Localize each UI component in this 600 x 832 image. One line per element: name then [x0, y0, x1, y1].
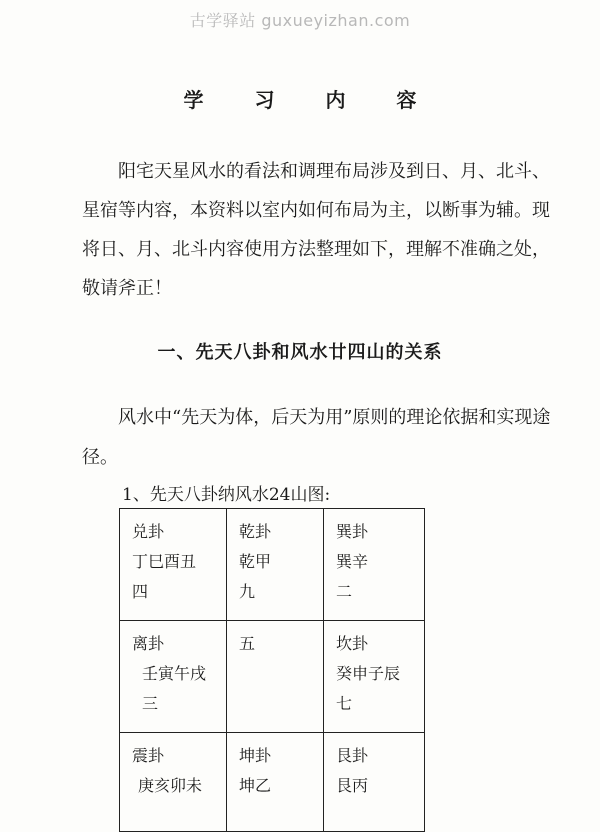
table-cell-kan [324, 621, 425, 733]
table-caption: 1、先天八卦纳风水24山图: [122, 485, 331, 505]
mountain-list: 坤乙 [239, 776, 272, 795]
page-title: 学 习 内 容 [183, 88, 439, 112]
gua-name: 坎卦 [336, 634, 369, 653]
table-cell-dui [120, 509, 227, 621]
section-heading: 一、先天八卦和风水廿四山的关系 [157, 342, 443, 363]
principle-paragraph: 风水中“先天为体，后天为用”原则的理论依据和实现途径。 [82, 407, 551, 468]
table-cell-zhen [120, 733, 227, 832]
gua-number: 三 [142, 694, 159, 713]
table-cell-gen [324, 733, 425, 832]
mountain-list: 乾甲 [239, 552, 272, 571]
table-cell-kun [227, 733, 324, 832]
table-row [120, 733, 425, 832]
gua-number: 二 [336, 582, 353, 601]
intro-paragraph: 阳宅天星风水的看法和调理布局涉及到日、月、北斗、星宿等内容，本资料以室内如何布局为主，以断事为辅。现将日、月、北斗内容使用方法整理如下，理解不准确之处，敬请斧正！ [82, 161, 550, 299]
gua-name: 坤卦 [239, 746, 272, 765]
gua-number: 四 [132, 582, 149, 601]
gua-number: 九 [239, 582, 256, 601]
mountain-list: 巽辛 [336, 552, 369, 571]
gua-name: 兑卦 [132, 522, 165, 541]
gua-name: 乾卦 [239, 522, 272, 541]
mountain-list: 丁巳酉丑 [132, 552, 197, 571]
table-row [120, 509, 425, 621]
table-cell-center [227, 621, 324, 733]
mountain-list: 艮丙 [336, 776, 369, 795]
mountain-list: 庚亥卯未 [138, 776, 203, 795]
gua-number: 七 [336, 694, 353, 713]
table-cell-li [120, 621, 227, 733]
table-cell-qian [227, 509, 324, 621]
table-cell-xun [324, 509, 425, 621]
gua-name: 巽卦 [336, 522, 369, 541]
watermark: 古学驿站 guxueyizhan.com [189, 11, 411, 30]
gua-number: 五 [239, 634, 256, 653]
gua-name: 离卦 [132, 634, 165, 653]
bagua-table [119, 508, 425, 832]
gua-name: 艮卦 [336, 746, 369, 765]
gua-name: 震卦 [132, 746, 165, 765]
mountain-list: 壬寅午戌 [142, 664, 207, 683]
table-row [120, 621, 425, 733]
mountain-list: 癸申子辰 [336, 664, 401, 683]
